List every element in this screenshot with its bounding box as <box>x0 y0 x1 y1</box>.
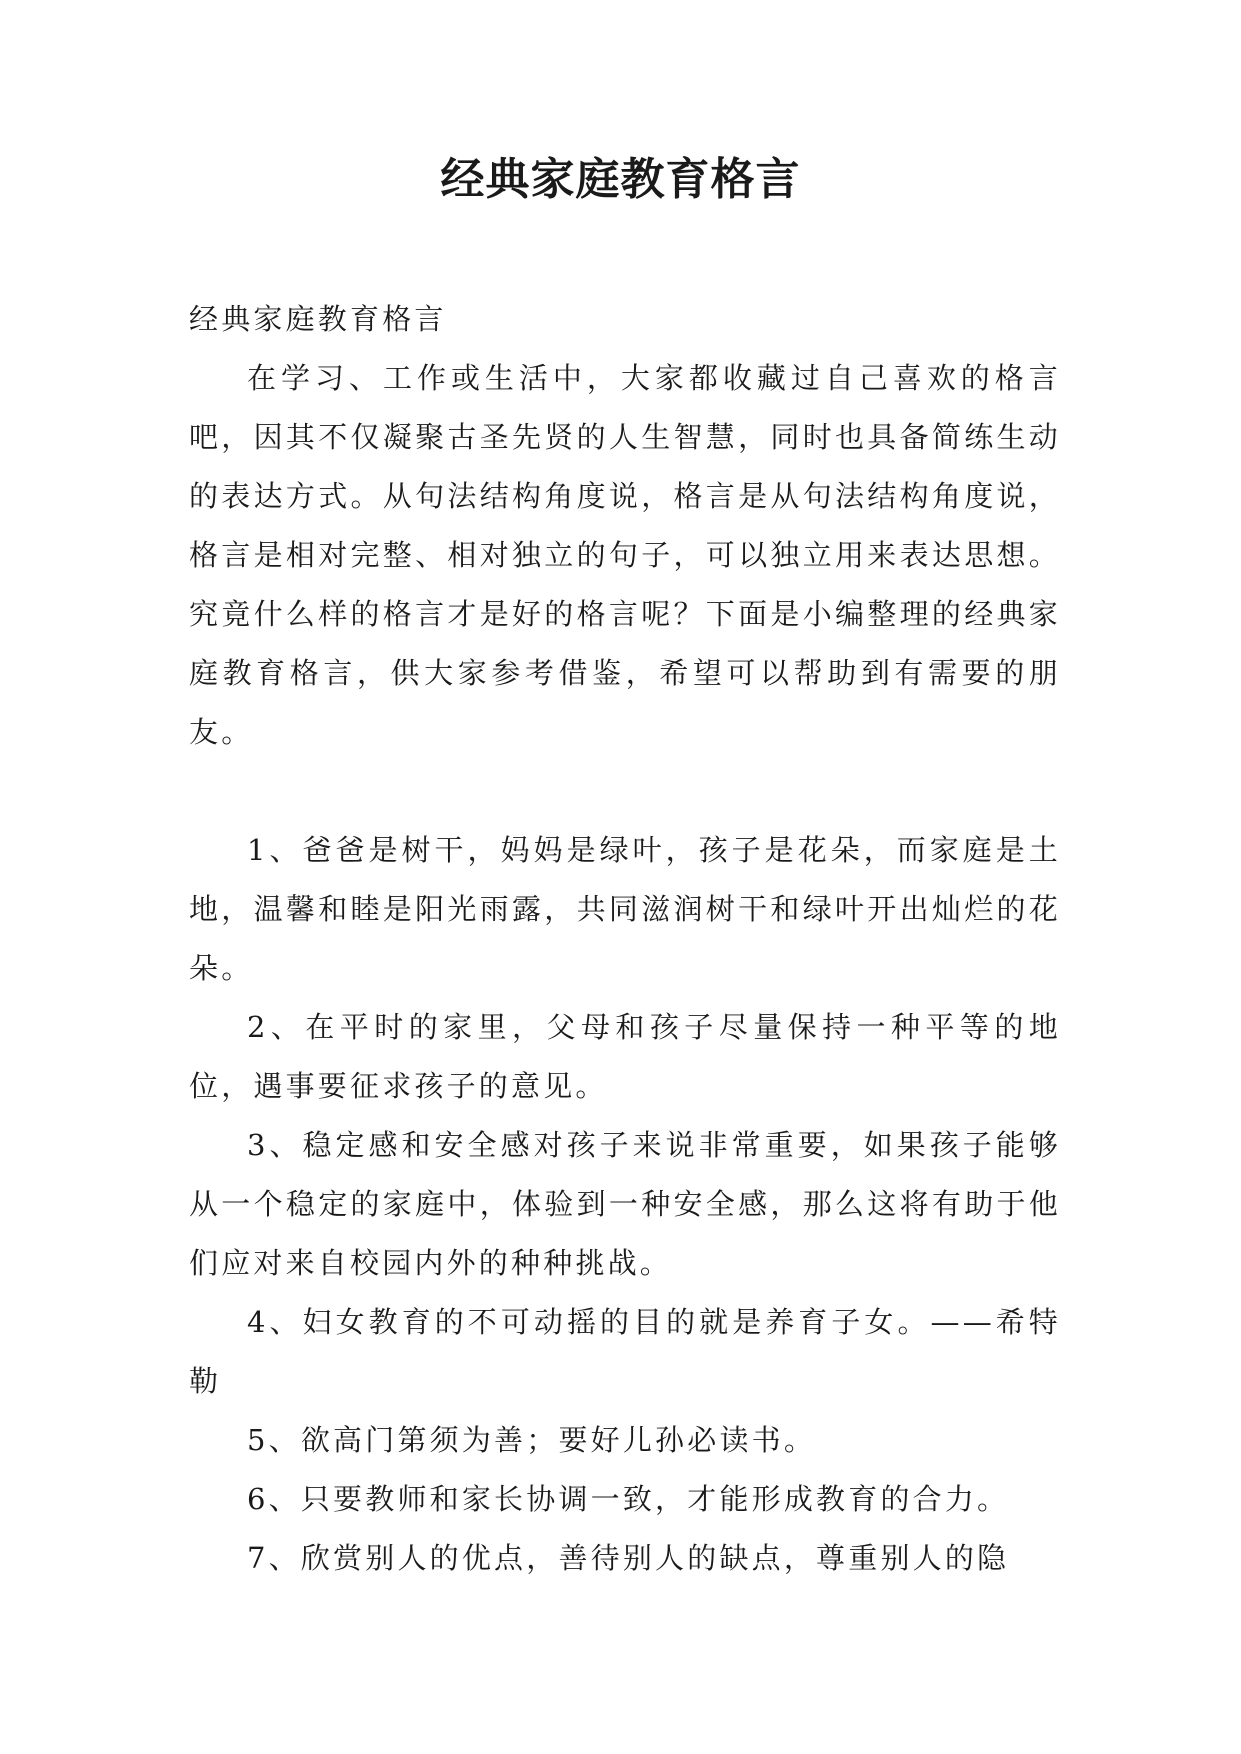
list-item: 4、妇女教育的不可动摇的目的就是养育子女。——希特勒 <box>189 1305 1061 1398</box>
list-item: 3、稳定感和安全感对孩子来说非常重要，如果孩子能够从一个稳定的家庭中，体验到一种安全感，那么这将有助于他们应对来自校园内外的种种挑战。 <box>189 1128 1061 1280</box>
document-subtitle: 经典家庭教育格言 <box>189 302 447 336</box>
list-item: 5、欲高门第须为善；要好儿孙必读书。 <box>247 1423 817 1457</box>
list-item: 2、在平时的家里，父母和孩子尽量保持一种平等的地位，遇事要征求孩子的意见。 <box>189 1010 1061 1103</box>
list-item: 6、只要教师和家长协调一致，才能形成教育的合力。 <box>247 1482 1010 1516</box>
list-item: 1、爸爸是树干，妈妈是绿叶，孩子是花朵，而家庭是土地，温馨和睦是阳光雨露，共同滋润树干和绿叶开出灿烂的花朵。 <box>189 833 1061 985</box>
document-body <box>189 290 1061 1588</box>
document-title: 经典家庭教育格言 <box>440 154 801 205</box>
intro-paragraph: 在学习、工作或生活中，大家都收藏过自己喜欢的格言吧，因其不仅凝聚古圣先贤的人生智慧，同时也具备简练生动的表达方式。从句法结构角度说，格言是从句法结构角度说，格言是相对完整、相对独立的句子，可以独立用来表达思想。究竟什么样的格言才是好的格言呢？下面是小编整理的经典家庭教育格言，供大家参考借鉴，希望可以帮助到有需要的朋友。 <box>189 361 1061 749</box>
list-item: 7、欣赏别人的优点，善待别人的缺点，尊重别人的隐 <box>247 1541 1010 1575</box>
paragraph-spacer <box>189 762 1061 821</box>
